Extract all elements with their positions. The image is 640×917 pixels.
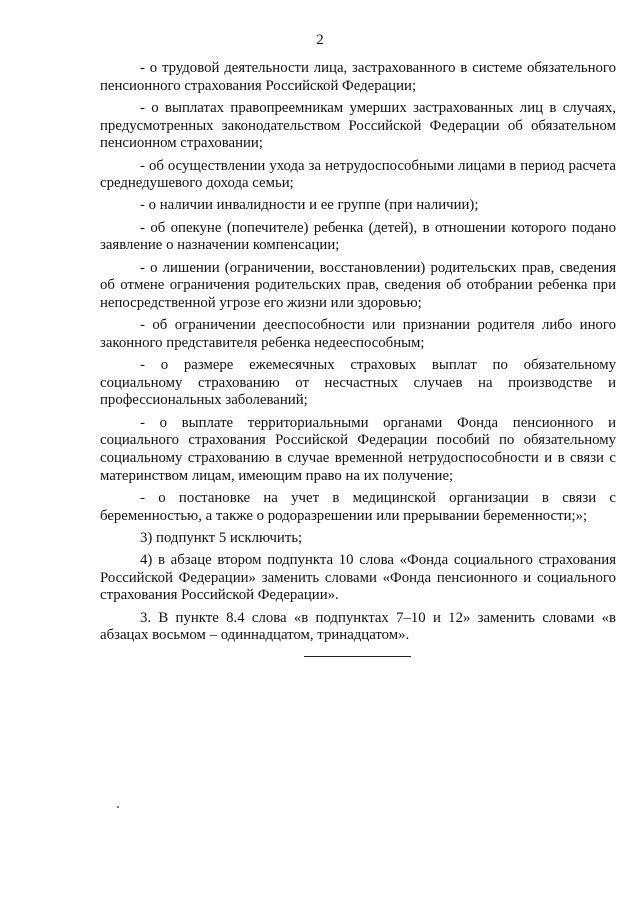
paragraph-pregnancy-registration: - о постановке на учет в медицинской организации в связи с беременностью, а также о родоразрешении или прерывании беременности;»; — [100, 489, 616, 524]
paragraph-insurance-payments: - о размере ежемесячных страховых выплат по обязательному социальному страхованию от несчастных случаев на производстве и профессиональных заболеваний; — [100, 357, 616, 409]
scan-speck — [117, 806, 119, 808]
paragraph-fund-benefits: - о выплате территориальными органами Фонда пенсионного и социального страхования Российской Федерации пособий по обязательному социальному страхованию в случае временной нетрудоспособности и в связи с материнством лицам, имеющим право на их получение; — [100, 414, 616, 484]
paragraph-guardian: - об опекуне (попечителе) ребенка (детей), в отношении которого подано заявление о назначении компенсации; — [100, 219, 616, 254]
paragraph-disability: - о наличии инвалидности и ее группе (при наличии); — [140, 197, 479, 214]
paragraph-legal-capacity: - об ограничении дееспособности или признании родителя либо иного законного представителя ребенка недееспособным; — [100, 317, 616, 351]
document-body — [100, 60, 616, 650]
paragraph-point-8-4: 3. В пункте 8.4 слова «в подпунктах 7–10 и 12» заменить словами «в абзацах восьмом – одиннадцатом, тринадцатом». — [100, 609, 616, 644]
page-number: 2 — [316, 32, 324, 48]
paragraph-parental-rights: - о лишении (ограничении, восстановлении) родительских прав, сведения об отмене ограничения родительских прав, сведения об отобрании ребенка при непосредственной угрозе его жизни или здоровью; — [100, 259, 616, 311]
paragraph-labor-activity: - о трудовой деятельности лица, застрахованного в системе обязательного пенсионного страхования Российской Федерации; — [100, 60, 616, 94]
paragraph-subparagraph-5: 3) подпункт 5 исключить; — [140, 529, 303, 546]
paragraph-subparagraph-10: 4) в абзаце втором подпункта 10 слова «Фонда социального страхования Российской Федерации» заменить словами «Фонда пенсионного и социального страхования Российской Федерации». — [100, 552, 616, 604]
end-divider-line — [304, 656, 411, 657]
paragraph-successor-payments: - о выплатах правопреемникам умерших застрахованных лиц в случаях, предусмотренных законодательством Российской Федерации об обязательном пенсионном страховании; — [100, 99, 616, 152]
paragraph-care-for-disabled: - об осуществлении ухода за нетрудоспособными лицами в период расчета среднедушевого дохода семьи; — [100, 157, 616, 192]
